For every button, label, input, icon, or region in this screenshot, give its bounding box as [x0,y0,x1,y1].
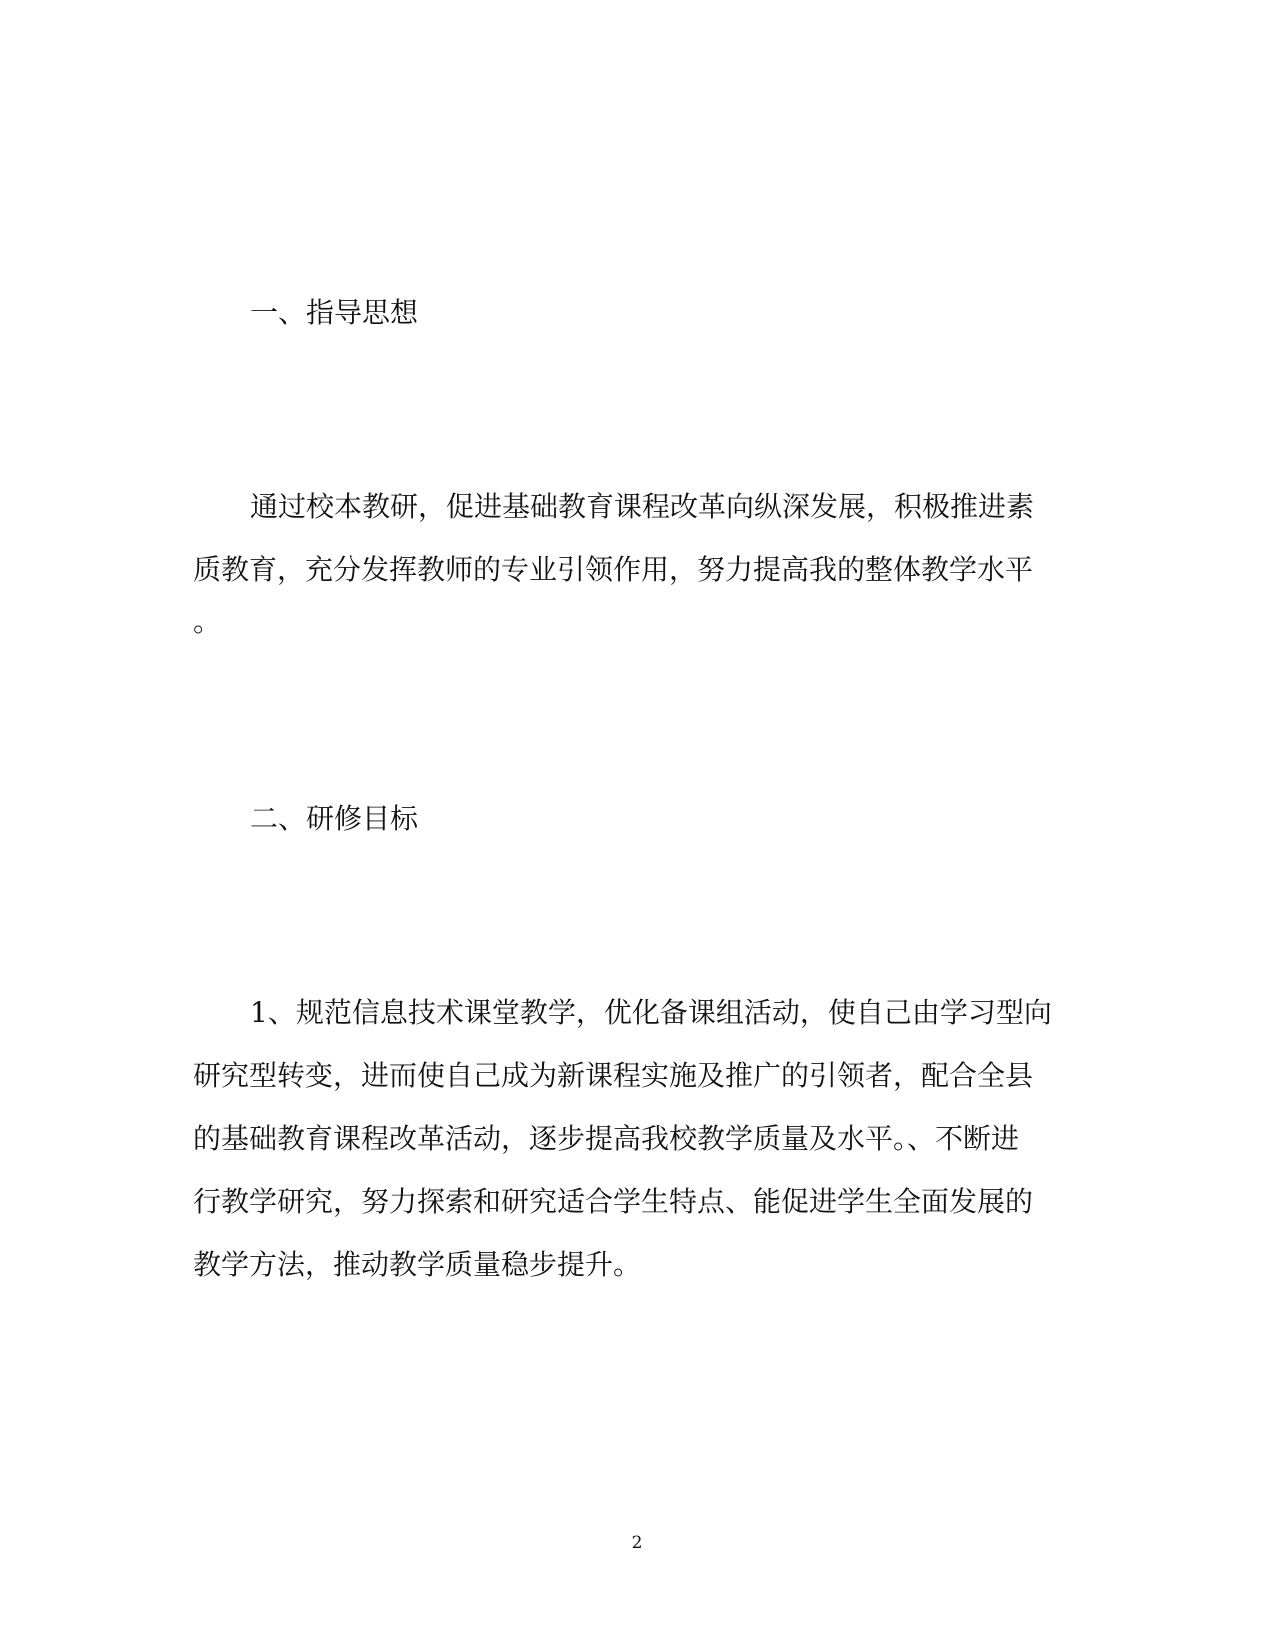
paragraph-line: 质教育，充分发挥教师的专业引领作用，努力提高我的整体教学水平 [193,553,1034,586]
paragraph-line: 研究型转变，进而使自己成为新课程实施及推广的引领者，配合全县 [193,1059,1034,1092]
paragraph-line: 1、规范信息技术课堂教学，优化备课组活动，使自己由学习型向 [250,996,1052,1029]
paragraph-line: 教学方法，推动教学质量稳步提升。 [193,1248,642,1281]
section-heading-guiding-ideology: 一、指导思想 [250,296,419,329]
paragraph-line: 的基础教育课程改革活动，逐步提高我校教学质量及水平。、不断进 [193,1122,1020,1155]
page-number: 2 [631,1533,643,1553]
section-heading-study-goals: 二、研修目标 [250,802,419,835]
paragraph-line: 。 [193,605,222,638]
paragraph-line: 通过校本教研，促进基础教育课程改革向纵深发展，积极推进素 [250,490,1035,523]
paragraph-line: 行教学研究，努力探索和研究适合学生特点、能促进学生全面发展的 [193,1185,1034,1218]
